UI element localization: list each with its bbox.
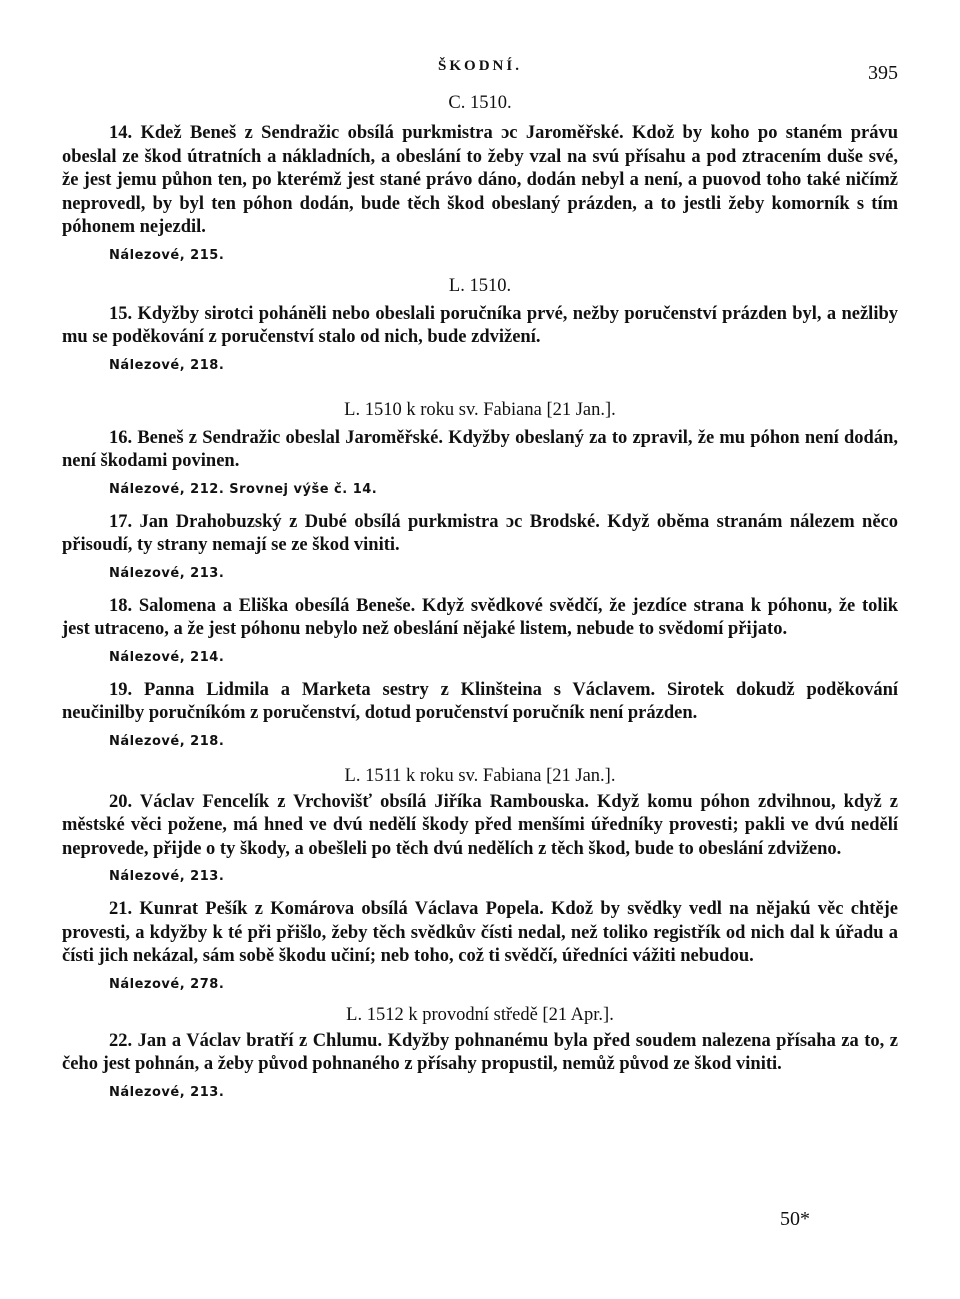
entry-text: 19. Panna Lidmila a Marketa sestry z Klinšteina s Václavem. Sirotek dokudž poděkování neučinilby poručníkóm z poručenství, dotud poručenství poručník není prázden. <box>62 679 898 723</box>
entry-text: 15. Kdyžby sirotci poháněli nebo obeslali poručníka prvé, nežby poručenství prázden byl, a nežliby mu se poděkování z poručenství stalo od nich, bude zdvižení. <box>62 303 898 347</box>
section-l-1512-provodni <box>62 1002 898 1104</box>
entry-text: 18. Salomena a Eliška obesílá Beneše. Když svědkové svědčí, že jezdíce strana k póhonu, že tolik jest utraceno, a že jest póhonu nebylo než obeslání nějaké listem, nebude to svědomí přijato. <box>62 595 898 639</box>
entry-17 <box>62 511 898 585</box>
running-title: ŠKODNÍ. <box>438 58 522 74</box>
signature-mark: 50* <box>780 1208 810 1230</box>
entry-text: 22. Jan a Václav bratří z Chlumu. Kdyžby pohnanému byla před soudem nalezena přísaha za to, z čeho jest pohnán, a žeby původ pohnaného z přísahy propustil, nemůž původ ze škod viniti. <box>62 1030 898 1074</box>
section-heading: L. 1510 k roku sv. Fabiana [21 Jan.]. <box>344 399 616 420</box>
entry-20 <box>62 791 898 889</box>
entry-15 <box>62 303 898 377</box>
entry-16 <box>62 427 898 501</box>
entry-text: 17. Jan Drahobuzský z Dubé obsílá purkmistra ɔc Brodské. Když oběma stranám nálezem něco přisoudí, ty strany nemají se ze škod viniti. <box>62 511 898 555</box>
entry-19 <box>62 679 898 753</box>
entry-text: 20. Václav Fencelík z Vrchovišť obsílá Jiříka Rambouska. Když komu póhon zdvihnou, když z městské věci požene, má hned ve dvú nedělí škody před menšími úředníky provesti; pakli ve dvú nedělí neprovede, přijde o ty škody, a obešleli po těch dvú nedělích z těch škod, bude to obeslání zdviženo. <box>62 791 898 859</box>
section-c-1510 <box>62 90 898 267</box>
section-heading: C. 1510. <box>448 93 512 113</box>
source-citation: Nálezové, 213. <box>109 869 225 884</box>
source-citation: Nálezové, 213. <box>109 1084 225 1100</box>
section-l-1510 <box>62 273 898 377</box>
section-l-1511-fabiana <box>62 763 898 996</box>
source-citation: Nálezové, 215. <box>109 247 225 263</box>
page-number: 395 <box>868 62 898 84</box>
entry-text: 21. Kunrat Pešík z Komárova obsílá Václava Popela. Kdož by svědky vedl na nějakú věc chtěje provesti, a kdyžby k té při přišlo, žeby těch svědkův čísti nedal, než toliko registřík od nich dal k úřadu a čísti jich nekázal, sám sobě škodu učiní; neb toho, což ti svědčí, úředníci vážiti nebudou. <box>62 899 898 966</box>
section-heading: L. 1512 k provodní středě [21 Apr.]. <box>346 1004 614 1025</box>
page <box>62 50 898 1104</box>
entry-22 <box>62 1030 898 1104</box>
source-citation: Nálezové, 218. <box>109 357 225 373</box>
source-citation: Nálezové, 218. <box>109 733 225 749</box>
section-l-1510-fabiana <box>62 397 898 753</box>
entry-14 <box>62 122 898 267</box>
section-heading: L. 1511 k roku sv. Fabiana [21 Jan.]. <box>344 765 616 786</box>
source-citation: Nálezové, 278. <box>109 976 225 992</box>
source-citation: Nálezové, 213. <box>109 565 225 581</box>
entry-21 <box>62 898 898 996</box>
entry-18 <box>62 595 898 669</box>
entry-text: 16. Beneš z Sendražic obeslal Jaroměřské. Kdyžby obeslaný za to zpravil, že mu póhon není dodán, není škodami povinen. <box>62 427 898 471</box>
entry-text: 14. Kdež Beneš z Sendražic obsílá purkmistra ɔc Jaroměřské. Kdož by koho po staném právu obeslal ze škod útratních a nákladních, a obeslání to žeby vzal na svú přísahu a pod ztracením duše své, že jest jemu půhon ten, po kterémž jest stané právo dáno, dodán nebyl a není, a puovod toho také ničímž neprovedl, by byl ten póhon dodán, bude těch škod obeslaný prázden, a to jestli žeby komorník s tím póhonem nejezdil. <box>62 123 898 237</box>
section-heading: L. 1510. <box>448 275 512 296</box>
source-citation: Nálezové, 212. Srovnej výše č. 14. <box>109 481 378 497</box>
running-header <box>62 50 898 86</box>
source-citation: Nálezové, 214. <box>109 649 225 665</box>
